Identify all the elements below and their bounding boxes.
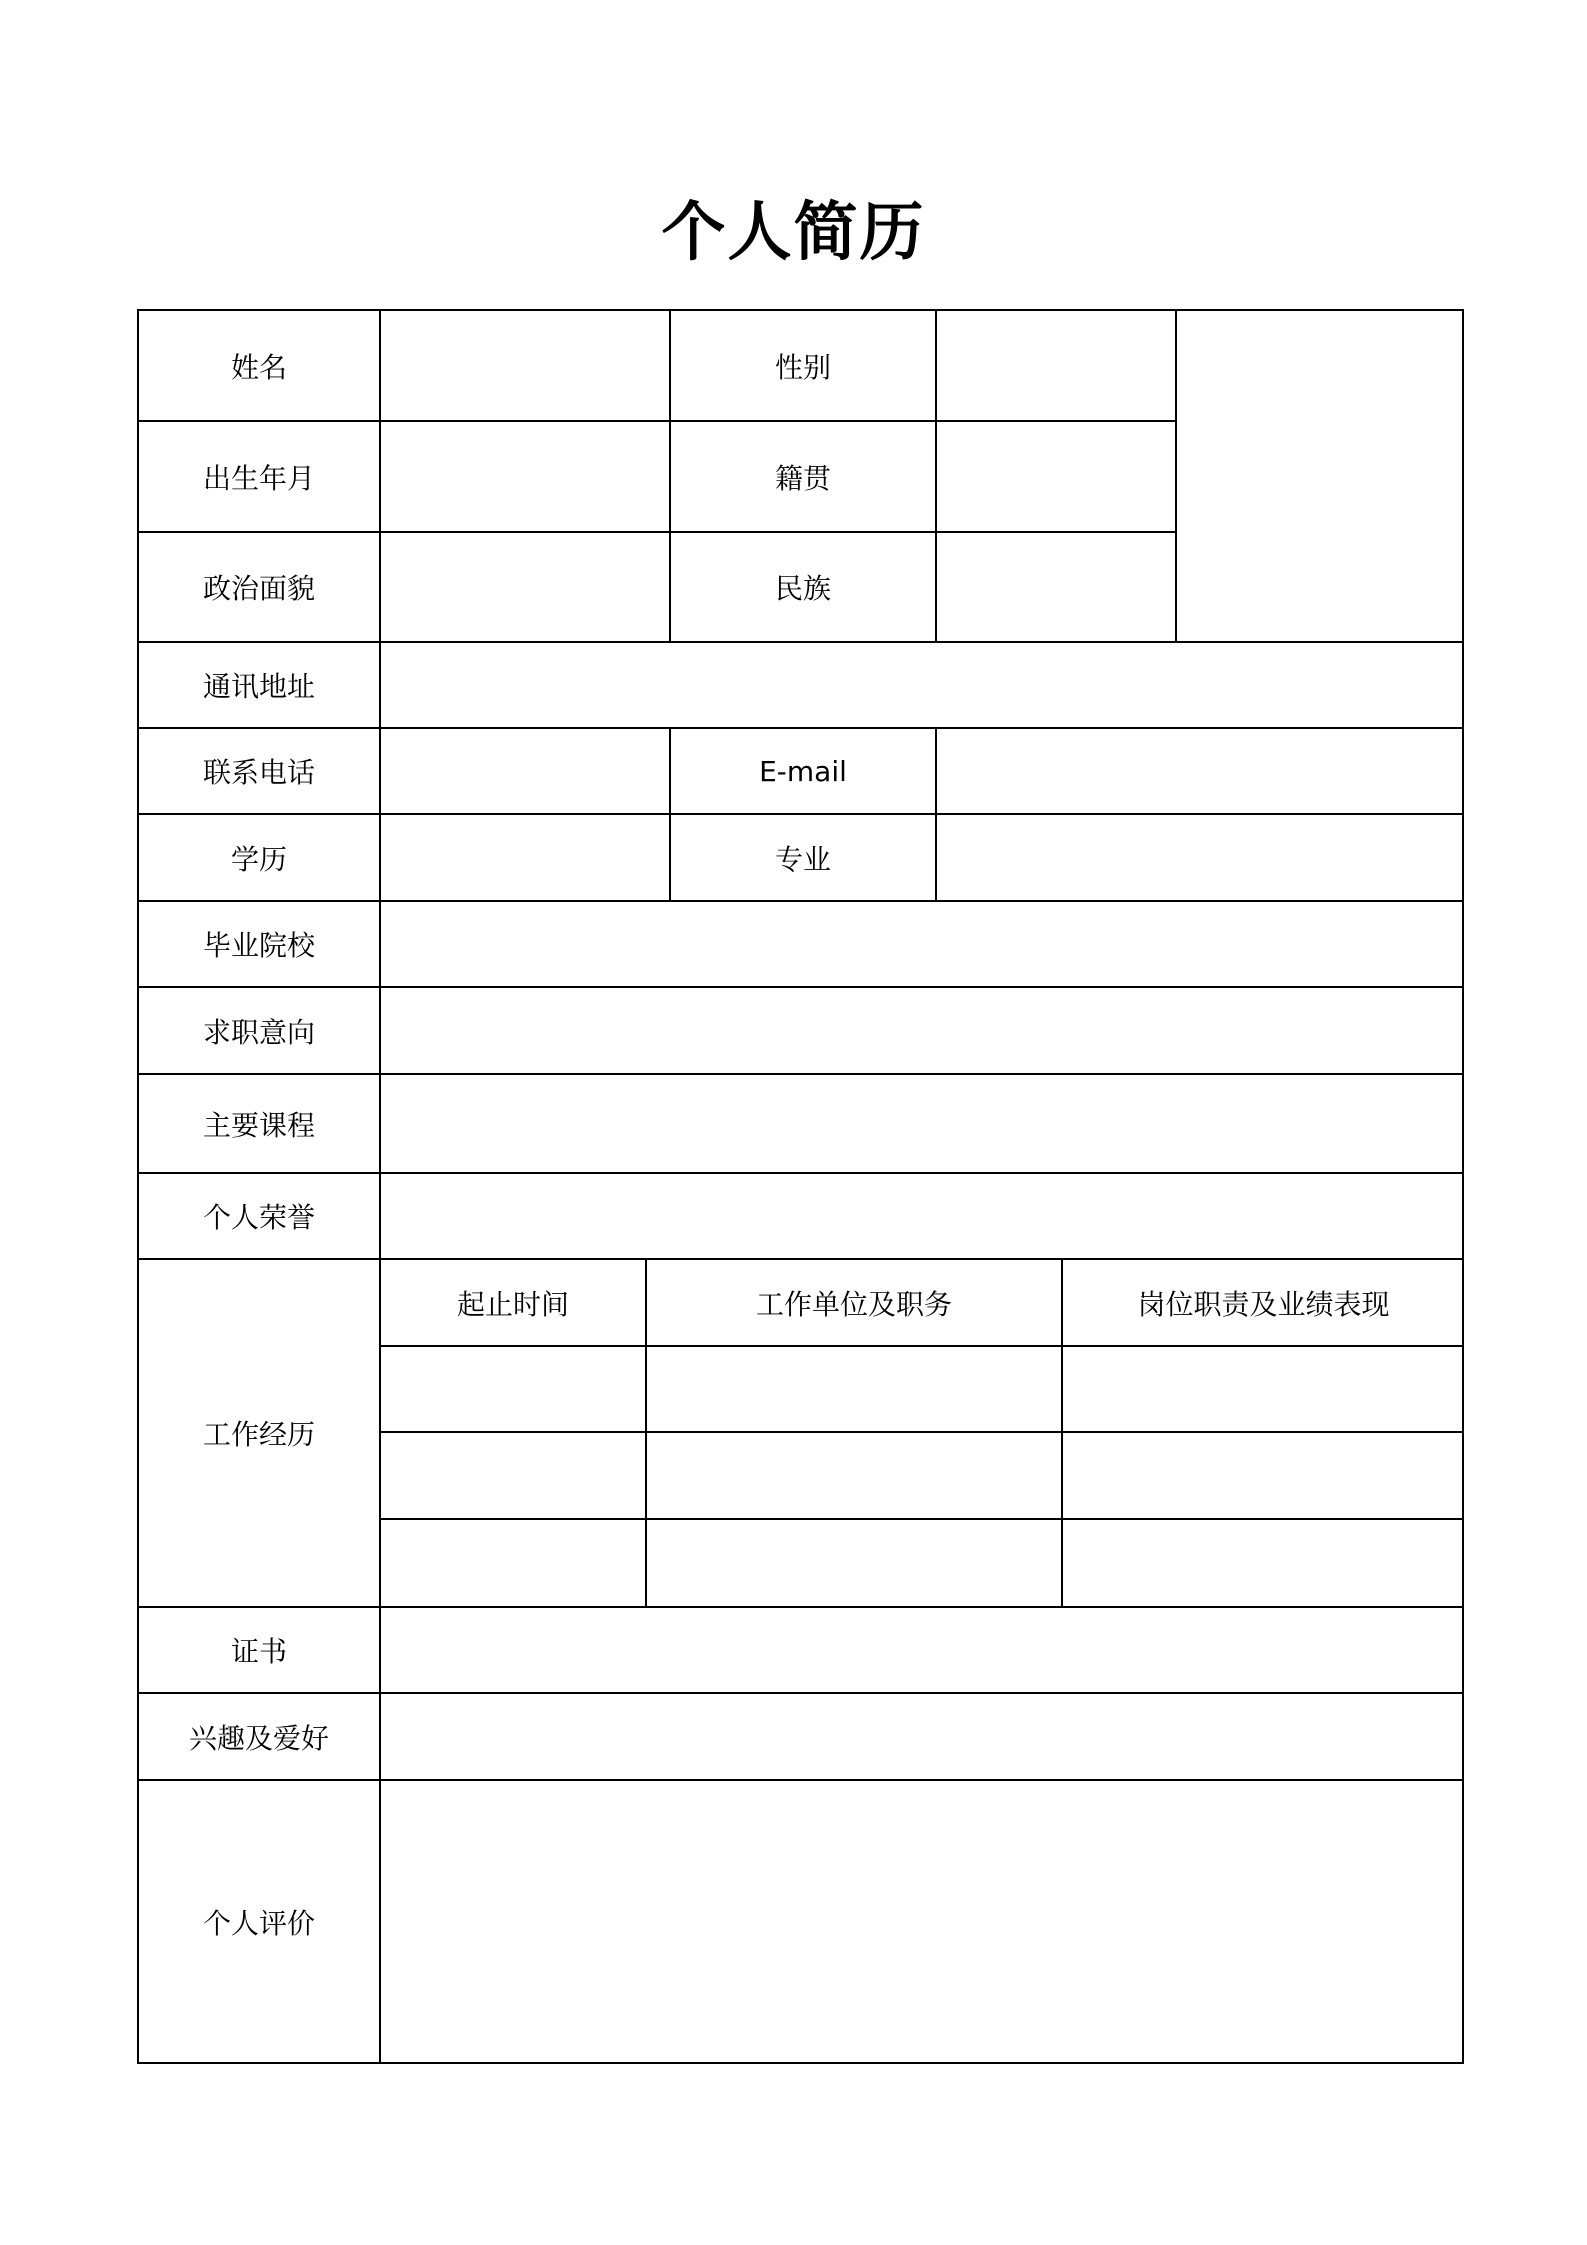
resume-form-table [137,309,1464,2064]
work-header-employer: 工作单位及职务 [646,1260,1062,1346]
self-eval-label: 个人评价 [138,1780,380,2063]
intent-label: 求职意向 [138,987,380,1074]
birth-label: 出生年月 [138,421,380,532]
phone-field[interactable] [380,728,670,814]
courses-field[interactable] [380,1074,1463,1173]
courses-label: 主要课程 [138,1074,380,1173]
honors-label: 个人荣誉 [138,1173,380,1259]
work-history-table [381,1260,1464,1606]
political-field[interactable] [380,532,670,642]
honors-field[interactable] [380,1173,1463,1259]
certificates-label: 证书 [138,1607,380,1693]
work-duties-cell[interactable] [1062,1346,1464,1432]
work-employer-cell[interactable] [646,1519,1062,1606]
photo-box[interactable] [1176,310,1463,642]
ethnicity-field[interactable] [936,532,1176,642]
work-period-cell[interactable] [381,1519,646,1606]
intent-field[interactable] [380,987,1463,1074]
work-employer-cell[interactable] [646,1346,1062,1432]
school-field[interactable] [380,901,1463,987]
work-header-duties: 岗位职责及业绩表现 [1062,1260,1464,1346]
origin-label: 籍贯 [670,421,936,532]
work-history-section [380,1259,1463,1607]
school-label: 毕业院校 [138,901,380,987]
page-title: 个人简历 [661,195,926,270]
education-field[interactable] [380,814,670,901]
address-label: 通讯地址 [138,642,380,728]
gender-field[interactable] [936,310,1176,421]
hobbies-field[interactable] [380,1693,1463,1780]
name-label: 姓名 [138,310,380,421]
political-label: 政治面貌 [138,532,380,642]
certificates-field[interactable] [380,1607,1463,1693]
work-period-cell[interactable] [381,1346,646,1432]
work-header-period: 起止时间 [381,1260,646,1346]
email-field[interactable] [936,728,1463,814]
work-duties-cell[interactable] [1062,1519,1464,1606]
self-eval-field[interactable] [380,1780,1463,2063]
work-duties-cell[interactable] [1062,1432,1464,1519]
birth-field[interactable] [380,421,670,532]
work-history-label: 工作经历 [138,1259,380,1607]
work-employer-cell[interactable] [646,1432,1062,1519]
work-period-cell[interactable] [381,1432,646,1519]
major-label: 专业 [670,814,936,901]
phone-label: 联系电话 [138,728,380,814]
ethnicity-label: 民族 [670,532,936,642]
email-label: E-mail [670,728,936,814]
origin-field[interactable] [936,421,1176,532]
name-field[interactable] [380,310,670,421]
major-field[interactable] [936,814,1463,901]
hobbies-label: 兴趣及爱好 [138,1693,380,1780]
gender-label: 性别 [670,310,936,421]
education-label: 学历 [138,814,380,901]
address-field[interactable] [380,642,1463,728]
